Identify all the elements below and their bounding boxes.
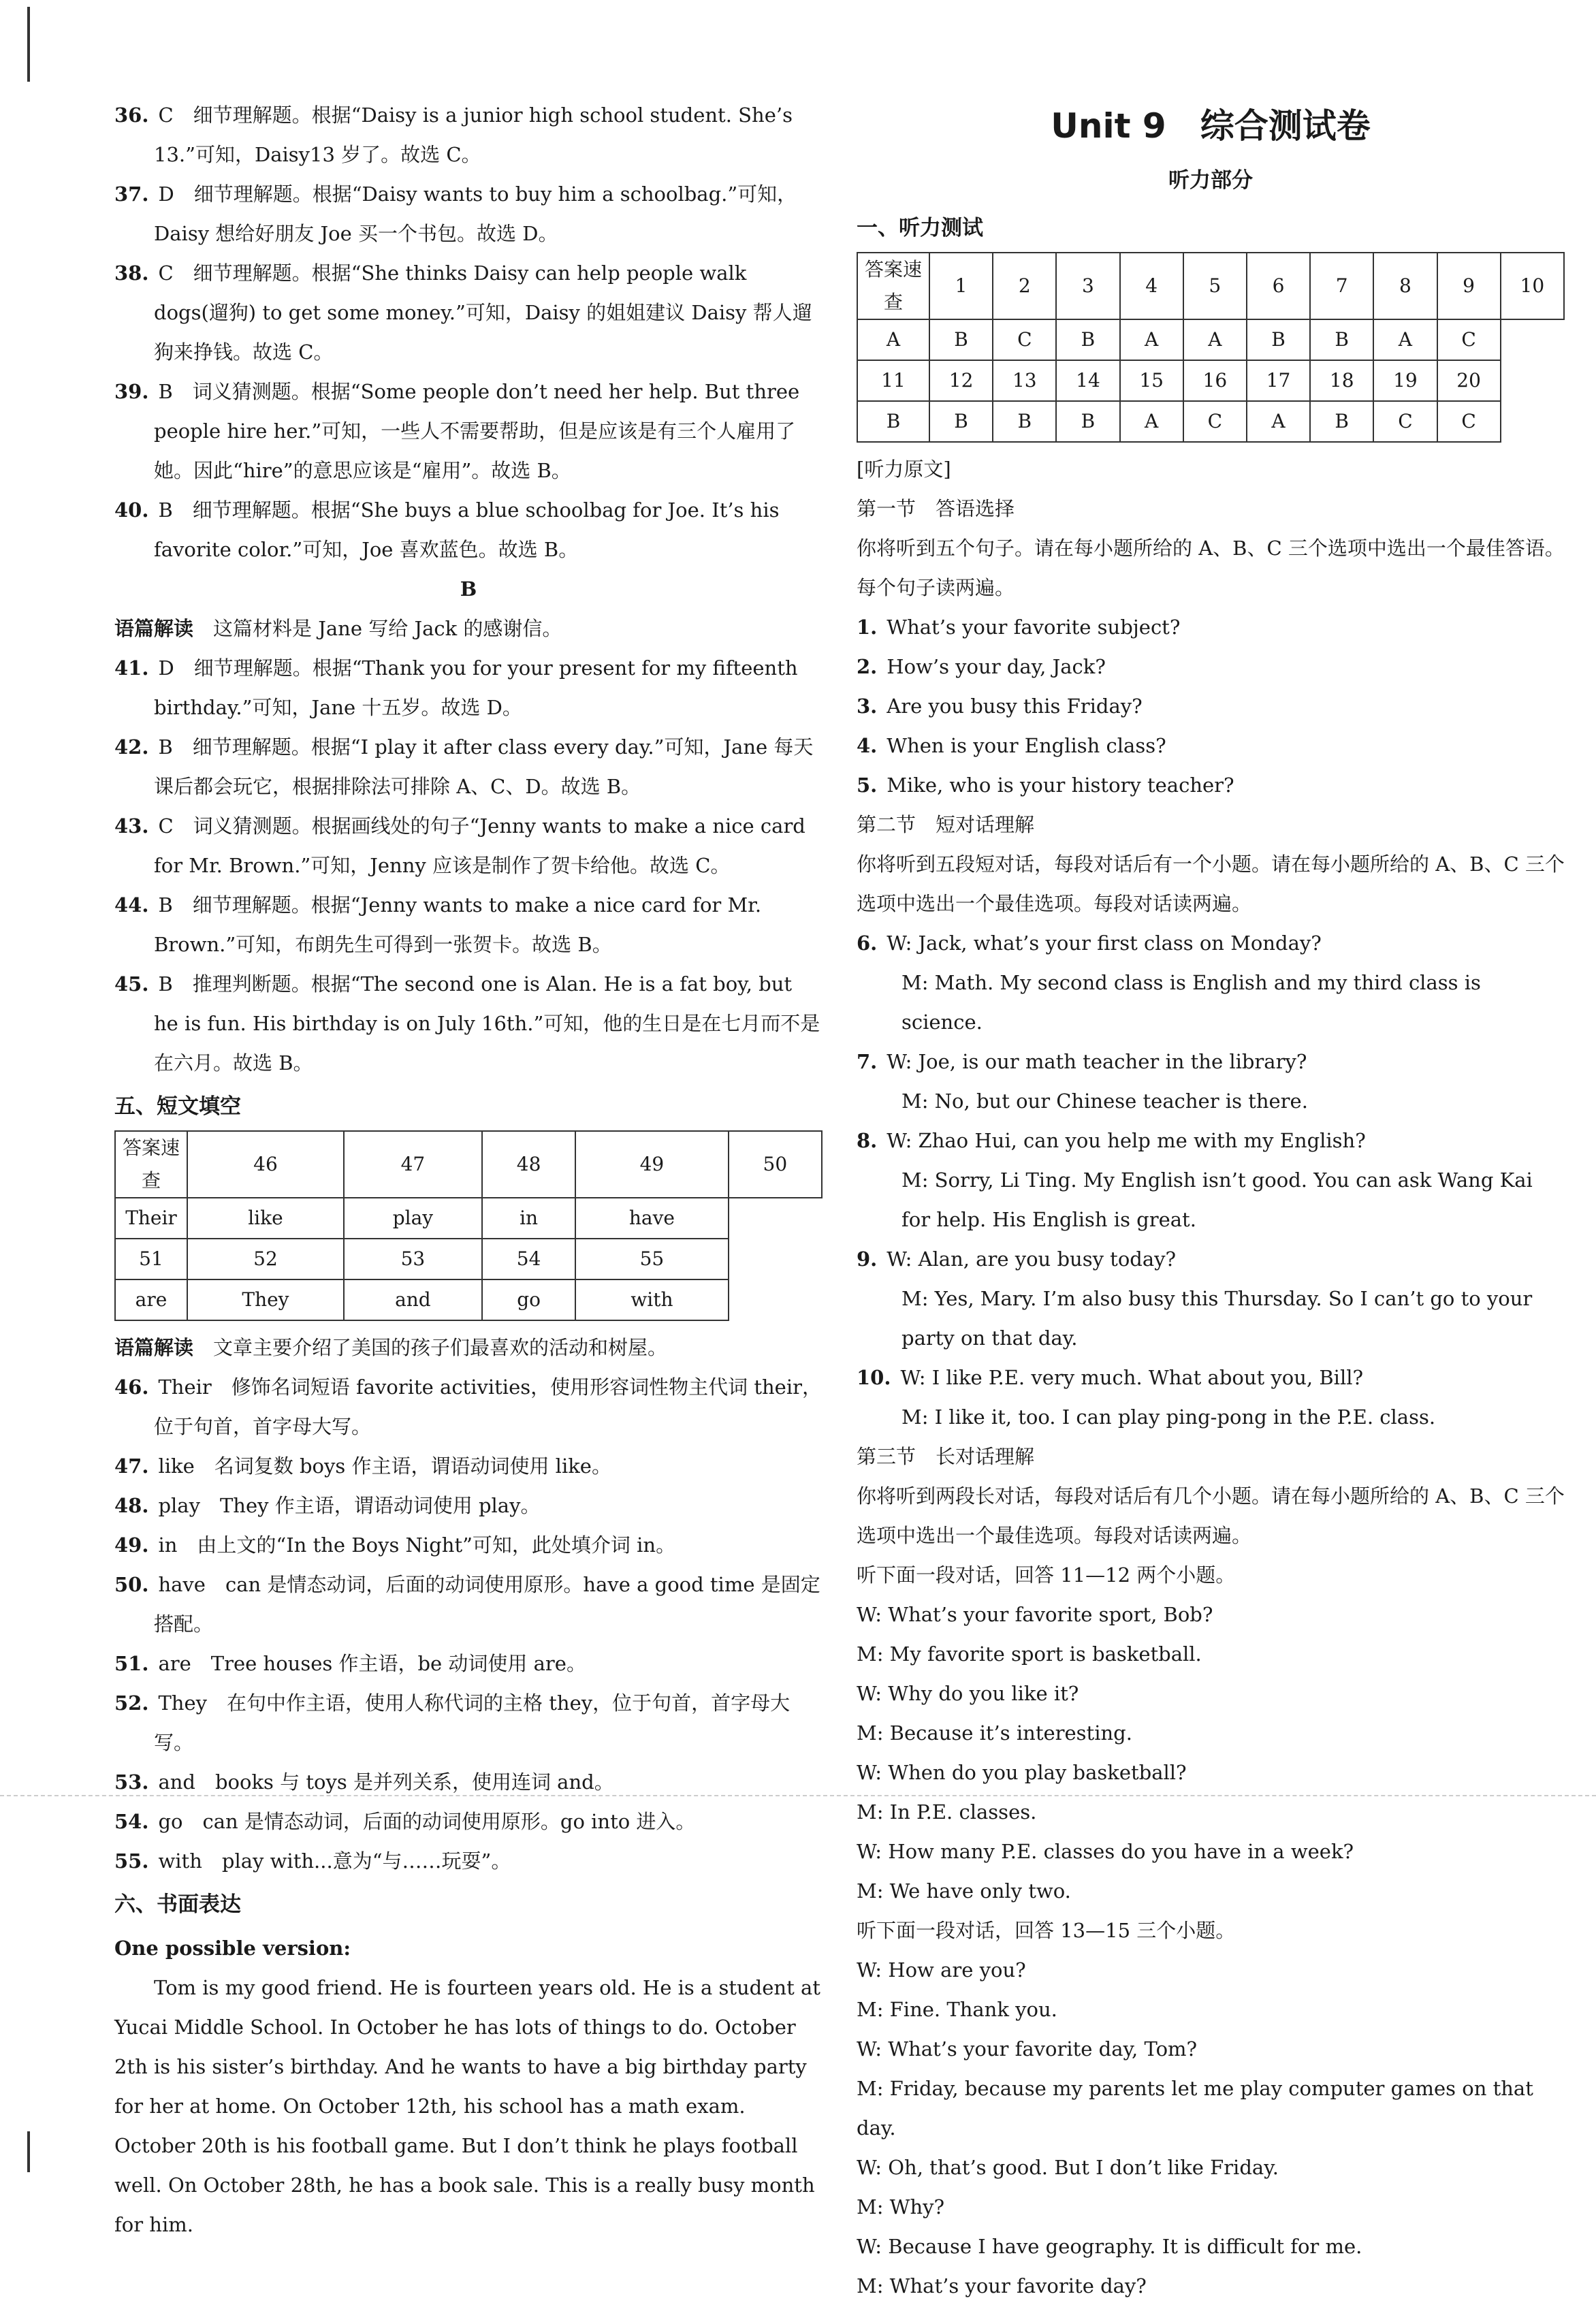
item-number: 54. bbox=[114, 1810, 149, 1833]
item-text: Their 修饰名词短语 favorite activities，使用形容词性物主代词 their，位于句首，首字母大写。 bbox=[154, 1375, 822, 1438]
answer-table-label: 答案速查 bbox=[115, 1131, 187, 1198]
item-number: 48. bbox=[114, 1494, 149, 1517]
dialog-line: W: Oh, that’s good. But I don’t like Friday. bbox=[857, 2156, 1279, 2179]
item-text: play They 作主语，谓语动词使用 play。 bbox=[158, 1494, 541, 1517]
dialog-line: M: My favorite sport is basketball. bbox=[857, 1642, 1202, 1666]
answer-cell: A bbox=[857, 319, 929, 360]
item-number: 41. bbox=[114, 656, 149, 680]
item-number: 43. bbox=[114, 814, 149, 838]
item-number: 4. bbox=[857, 734, 878, 757]
list-item bbox=[857, 726, 1565, 765]
item-text: B 细节理解题。根据“I play it after class every day.”可知，Jane 每天课后都会玩它，根据排除法可排除 A、C、D。故选 B。 bbox=[154, 735, 814, 798]
dialog-line: M: We have only two. bbox=[857, 1879, 1071, 1903]
item-number: 50. bbox=[114, 1573, 149, 1596]
part-3-title: 第三节 长对话理解 bbox=[857, 1445, 1035, 1468]
answer-cell: 10 bbox=[1501, 253, 1564, 319]
list-item bbox=[857, 607, 1565, 647]
answer-cell: 7 bbox=[1310, 253, 1373, 319]
dialog-item bbox=[857, 1358, 1565, 1397]
list-item bbox=[114, 253, 823, 372]
answer-cell: in bbox=[482, 1198, 575, 1239]
list-item bbox=[114, 806, 823, 885]
answer-cell: A bbox=[1373, 319, 1437, 360]
item-number: 3. bbox=[857, 695, 878, 718]
section-b-intro bbox=[114, 609, 823, 648]
dialog-line-w: W: Joe, is our math teacher in the library? bbox=[887, 1050, 1307, 1073]
part-2-intro: 你将听到五段短对话，每段对话后有一个小题。请在每小题所给的 A、B、C 三个选项中选出一个最佳选项。每段对话读两遍。 bbox=[857, 853, 1565, 915]
list-item bbox=[114, 372, 823, 490]
item-number: 7. bbox=[857, 1050, 878, 1073]
answer-cell: Their bbox=[115, 1198, 187, 1239]
dialog-line-w: W: Jack, what’s your first class on Monday? bbox=[887, 932, 1322, 955]
answer-cell: 18 bbox=[1310, 360, 1373, 401]
list-item bbox=[114, 1841, 823, 1881]
item-text: and books 与 toys 是并列关系，使用连词 and。 bbox=[158, 1770, 614, 1794]
answer-cell: A bbox=[1120, 401, 1183, 442]
answer-list-b bbox=[114, 648, 823, 1083]
item-number: 6. bbox=[857, 932, 878, 955]
answer-cell: 15 bbox=[1120, 360, 1183, 401]
item-number: 55. bbox=[114, 1849, 149, 1873]
item-number: 38. bbox=[114, 261, 149, 285]
item-number: 45. bbox=[114, 972, 149, 996]
dialog-line: W: Why do you like it? bbox=[857, 1682, 1079, 1705]
item-number: 40. bbox=[114, 498, 149, 522]
answer-cell: C bbox=[1373, 401, 1437, 442]
item-text: C 细节理解题。根据“Daisy is a junior high school student. She’s 13.”可知，Daisy13 岁了。故选 C。 bbox=[154, 104, 793, 166]
item-text: B 推理判断题。根据“The second one is Alan. He is a fat boy, but he is fun. His birthday is on July 16th.”可知，他的生日是在七月而不是在六月。故选 B。 bbox=[154, 972, 820, 1075]
part-1-title: 第一节 答语选择 bbox=[857, 497, 1015, 520]
dialog-line: W: What’s your favorite day, Tom? bbox=[857, 2037, 1198, 2061]
dialog-2 bbox=[857, 1950, 1565, 2306]
sample-essay: Tom is my good friend. He is fourteen years old. He is a student at Yucai Middle School. In October he has lots of things to do. October 2th is his sister’s birthday. And he wants to have a big birthday party for her at home. On October 12th, his school has a math exam. October 20th is his football game. But I don’t think he plays football well. On October 28th, he has a book sale. This is a really busy month for him. bbox=[114, 1976, 820, 2236]
section-5-title: 五、短文填空 bbox=[114, 1094, 241, 1119]
answer-cell: A bbox=[1183, 319, 1247, 360]
list-item bbox=[114, 490, 823, 569]
answer-cell: 50 bbox=[729, 1131, 822, 1198]
item-text: How’s your day, Jack? bbox=[887, 655, 1106, 678]
answer-cell: C bbox=[1437, 319, 1501, 360]
dialog-item bbox=[857, 923, 1565, 963]
dialog-line: M: Why? bbox=[857, 2195, 945, 2218]
list-item bbox=[857, 765, 1565, 805]
list-item bbox=[114, 1446, 823, 1486]
answer-cell: 16 bbox=[1183, 360, 1247, 401]
answer-cell: A bbox=[1247, 401, 1310, 442]
dialog-line: M: What’s your favorite day? bbox=[857, 2274, 1147, 2297]
item-number: 1. bbox=[857, 616, 878, 639]
answer-list-a bbox=[114, 95, 823, 569]
part-2-title: 第二节 短对话理解 bbox=[857, 813, 1035, 836]
item-text: go can 是情态动词，后面的动词使用原形。go into 进入。 bbox=[158, 1810, 696, 1833]
list-item bbox=[114, 1683, 823, 1762]
part-2-list bbox=[857, 923, 1565, 1437]
list-item bbox=[114, 1525, 823, 1565]
dialog-line: W: What’s your favorite sport, Bob? bbox=[857, 1603, 1213, 1626]
dialog-2-intro: 听下面一段对话，回答 13—15 三个小题。 bbox=[857, 1919, 1236, 1942]
item-number: 46. bbox=[114, 1375, 149, 1399]
page-edge-mark bbox=[27, 7, 30, 82]
answer-cell: 5 bbox=[1183, 253, 1247, 319]
list-item bbox=[114, 1367, 823, 1446]
answer-cell: 48 bbox=[482, 1131, 575, 1198]
dialog-line-m: M: No, but our Chinese teacher is there. bbox=[901, 1090, 1308, 1113]
item-number: 42. bbox=[114, 735, 149, 759]
dialog-line-w: W: Alan, are you busy today? bbox=[887, 1247, 1177, 1271]
intro-text: 这篇材料是 Jane 写给 Jack 的感谢信。 bbox=[213, 617, 562, 640]
dialog-line: W: When do you play basketball? bbox=[857, 1761, 1187, 1784]
item-number: 10. bbox=[857, 1366, 891, 1389]
item-number: 44. bbox=[114, 893, 149, 917]
item-text: What’s your favorite subject? bbox=[887, 616, 1181, 639]
item-number: 52. bbox=[114, 1691, 149, 1715]
answer-cell: 12 bbox=[929, 360, 993, 401]
answer-cell: They bbox=[187, 1279, 344, 1320]
item-number: 39. bbox=[114, 380, 149, 403]
answer-cell: 20 bbox=[1437, 360, 1501, 401]
item-text: like 名词复数 boys 作主语，谓语动词使用 like。 bbox=[158, 1454, 611, 1478]
answer-cell: 49 bbox=[575, 1131, 728, 1198]
answer-cell: 54 bbox=[482, 1239, 575, 1279]
list-item bbox=[857, 647, 1565, 686]
item-text: They 在句中作主语，使用人称代词的主格 they，位于句首，首字母大写。 bbox=[154, 1691, 791, 1754]
item-number: 53. bbox=[114, 1770, 149, 1794]
item-number: 8. bbox=[857, 1129, 878, 1152]
list-item bbox=[114, 648, 823, 727]
list-item bbox=[114, 885, 823, 964]
answer-cell: B bbox=[1056, 319, 1119, 360]
dialog-line-w: W: Zhao Hui, can you help me with my English? bbox=[887, 1129, 1366, 1152]
answer-cell: 6 bbox=[1247, 253, 1310, 319]
dialog-line: W: How are you? bbox=[857, 1958, 1026, 1982]
answer-cell: and bbox=[344, 1279, 482, 1320]
item-text: Are you busy this Friday? bbox=[887, 695, 1143, 718]
list-item bbox=[114, 1486, 823, 1525]
answer-cell: B bbox=[1310, 401, 1373, 442]
dialog-line: M: Friday, because my parents let me play computer games on that day. bbox=[857, 2077, 1533, 2140]
answer-cell: 52 bbox=[187, 1239, 344, 1279]
dialog-line: W: Because I have geography. It is difficult for me. bbox=[857, 2235, 1362, 2258]
item-text: C 细节理解题。根据“She thinks Daisy can help people walk dogs(遛狗) to get some money.”可知，Daisy 的姐姐建议 Daisy 帮人遛狗来挣钱。故选 C。 bbox=[154, 261, 812, 364]
item-number: 37. bbox=[114, 182, 149, 206]
item-text: B 细节理解题。根据“She buys a blue schoolbag for Joe. It’s his favorite color.”可知，Joe 喜欢蓝色。故选 B。 bbox=[154, 498, 780, 561]
list-item bbox=[114, 95, 823, 174]
item-number: 2. bbox=[857, 655, 878, 678]
item-number: 49. bbox=[114, 1533, 149, 1557]
answer-cell: are bbox=[115, 1279, 187, 1320]
list-item bbox=[857, 686, 1565, 726]
answer-cell: like bbox=[187, 1198, 344, 1239]
dialog-item bbox=[857, 1042, 1565, 1081]
item-number: 47. bbox=[114, 1454, 149, 1478]
intro-label: 语篇解读 bbox=[114, 1336, 194, 1359]
answer-list-c bbox=[114, 1367, 823, 1881]
dialog-1-intro: 听下面一段对话，回答 11—12 两个小题。 bbox=[857, 1563, 1236, 1587]
intro-label: 语篇解读 bbox=[114, 617, 194, 640]
item-text: have can 是情态动词，后面的动词使用原形。have a good time 是固定搭配。 bbox=[154, 1573, 820, 1636]
part-3-intro: 你将听到两段长对话，每段对话后有几个小题。请在每小题所给的 A、B、C 三个选项中选出一个最佳选项。每段对话读两遍。 bbox=[857, 1484, 1565, 1547]
dialog-line-w: W: I like P.E. very much. What about you, Bill? bbox=[900, 1366, 1364, 1389]
item-number: 36. bbox=[114, 104, 149, 127]
item-text: When is your English class? bbox=[887, 734, 1166, 757]
answer-table-1 bbox=[857, 252, 1565, 443]
dialog-1 bbox=[857, 1595, 1565, 1911]
list-item bbox=[114, 1802, 823, 1841]
dialog-line-m: M: Yes, Mary. I’m also busy this Thursday. So I can’t go to your party on that day. bbox=[901, 1287, 1533, 1350]
dialog-line: M: In P.E. classes. bbox=[857, 1800, 1037, 1824]
dialog-line-m: M: Sorry, Li Ting. My English isn’t good. You can ask Wang Kai for help. His English is great. bbox=[901, 1168, 1533, 1231]
answer-cell: 47 bbox=[344, 1131, 482, 1198]
answer-table-5 bbox=[114, 1130, 823, 1321]
dialog-line: M: Fine. Thank you. bbox=[857, 1998, 1057, 2021]
answer-cell: 51 bbox=[115, 1239, 187, 1279]
answer-cell: 53 bbox=[344, 1239, 482, 1279]
answer-table-label: 答案速查 bbox=[857, 253, 929, 319]
dialog-line: W: How many P.E. classes do you have in a week? bbox=[857, 1840, 1354, 1863]
answer-cell: 19 bbox=[1373, 360, 1437, 401]
answer-cell: B bbox=[1247, 319, 1310, 360]
answer-cell: have bbox=[575, 1198, 728, 1239]
item-text: C 词义猜测题。根据画线处的句子“Jenny wants to make a nice card for Mr. Brown.”可知，Jenny 应该是制作了贺卡给他。故选 C。 bbox=[154, 814, 805, 877]
dialog-line: M: Because it’s interesting. bbox=[857, 1721, 1132, 1745]
intro-text: 文章主要介绍了美国的孩子们最喜欢的活动和树屋。 bbox=[213, 1336, 668, 1359]
answer-cell: 9 bbox=[1437, 253, 1501, 319]
answer-cell: C bbox=[1437, 401, 1501, 442]
item-text: with play with...意为“与……玩耍”。 bbox=[158, 1849, 511, 1873]
list-item bbox=[114, 727, 823, 806]
section-5-intro bbox=[114, 1328, 823, 1367]
answer-cell: B bbox=[993, 401, 1056, 442]
answer-cell: C bbox=[1183, 401, 1247, 442]
answer-cell: 13 bbox=[993, 360, 1056, 401]
list-item bbox=[114, 1565, 823, 1644]
answer-cell: 55 bbox=[575, 1239, 728, 1279]
section-b-heading: B bbox=[460, 577, 477, 601]
item-number: 9. bbox=[857, 1247, 878, 1271]
item-number: 51. bbox=[114, 1652, 149, 1675]
answer-cell: B bbox=[929, 319, 993, 360]
dialog-item bbox=[857, 1239, 1565, 1279]
list-item bbox=[114, 964, 823, 1083]
item-text: B 词义猜测题。根据“Some people don’t need her help. But three people hire her.”可知，一些人不需要帮助，但是应该是有三个人雇用了她。因此“hire”的意思应该是“雇用”。故选 B。 bbox=[154, 380, 800, 482]
item-text: Mike, who is your history teacher? bbox=[887, 774, 1234, 797]
dialog-item bbox=[857, 1121, 1565, 1160]
item-text: are Tree houses 作主语，be 动词使用 are。 bbox=[158, 1652, 586, 1675]
answer-cell: B bbox=[1056, 401, 1119, 442]
section-1-title: 一、听力测试 bbox=[857, 216, 983, 240]
answer-cell: C bbox=[993, 319, 1056, 360]
item-text: D 细节理解题。根据“Daisy wants to buy him a schoolbag.”可知，Daisy 想给好朋友 Joe 买一个书包。故选 D。 bbox=[154, 182, 797, 245]
answer-cell: 17 bbox=[1247, 360, 1310, 401]
answer-cell: 1 bbox=[929, 253, 993, 319]
item-text: D 细节理解题。根据“Thank you for your present for my fifteenth birthday.”可知，Jane 十五岁。故选 D。 bbox=[154, 656, 798, 719]
page-title: Unit 9 综合测试卷 bbox=[1051, 106, 1371, 146]
part-1-list bbox=[857, 607, 1565, 805]
dialog-line-m: M: Math. My second class is English and my third class is science. bbox=[901, 971, 1481, 1034]
answer-cell: 4 bbox=[1120, 253, 1183, 319]
answer-cell: 8 bbox=[1373, 253, 1437, 319]
answer-cell: with bbox=[575, 1279, 728, 1320]
page-subtitle: 听力部分 bbox=[1168, 168, 1253, 193]
answer-cell: go bbox=[482, 1279, 575, 1320]
list-item bbox=[114, 1644, 823, 1683]
answer-cell: A bbox=[1120, 319, 1183, 360]
version-label: One possible version: bbox=[114, 1937, 351, 1960]
list-item bbox=[114, 1762, 823, 1802]
item-text: B 细节理解题。根据“Jenny wants to make a nice card for Mr. Brown.”可知，布朗先生可得到一张贺卡。故选 B。 bbox=[154, 893, 762, 956]
answer-cell: B bbox=[1310, 319, 1373, 360]
item-number: 5. bbox=[857, 774, 878, 797]
answer-cell: 11 bbox=[857, 360, 929, 401]
answer-cell: B bbox=[857, 401, 929, 442]
answer-cell: 2 bbox=[993, 253, 1056, 319]
part-1-intro: 你将听到五个句子。请在每小题所给的 A、B、C 三个选项中选出一个最佳答语。每个句子读两遍。 bbox=[857, 537, 1565, 599]
page-edge-mark bbox=[27, 2131, 30, 2172]
answer-cell: 46 bbox=[187, 1131, 344, 1198]
dialog-line-m: M: I like it, too. I can play ping-pong in the P.E. class. bbox=[901, 1405, 1436, 1429]
item-text: in 由上文的“In the Boys Night”可知，此处填介词 in。 bbox=[158, 1533, 676, 1557]
answer-cell: 3 bbox=[1056, 253, 1119, 319]
answer-cell: B bbox=[929, 401, 993, 442]
left-column bbox=[114, 95, 823, 2244]
list-item bbox=[114, 174, 823, 253]
answer-cell: 14 bbox=[1056, 360, 1119, 401]
section-6-title: 六、书面表达 bbox=[114, 1892, 241, 1917]
transcript-label: [听力原文] bbox=[857, 458, 951, 481]
right-column bbox=[857, 95, 1565, 2306]
answer-cell: play bbox=[344, 1198, 482, 1239]
